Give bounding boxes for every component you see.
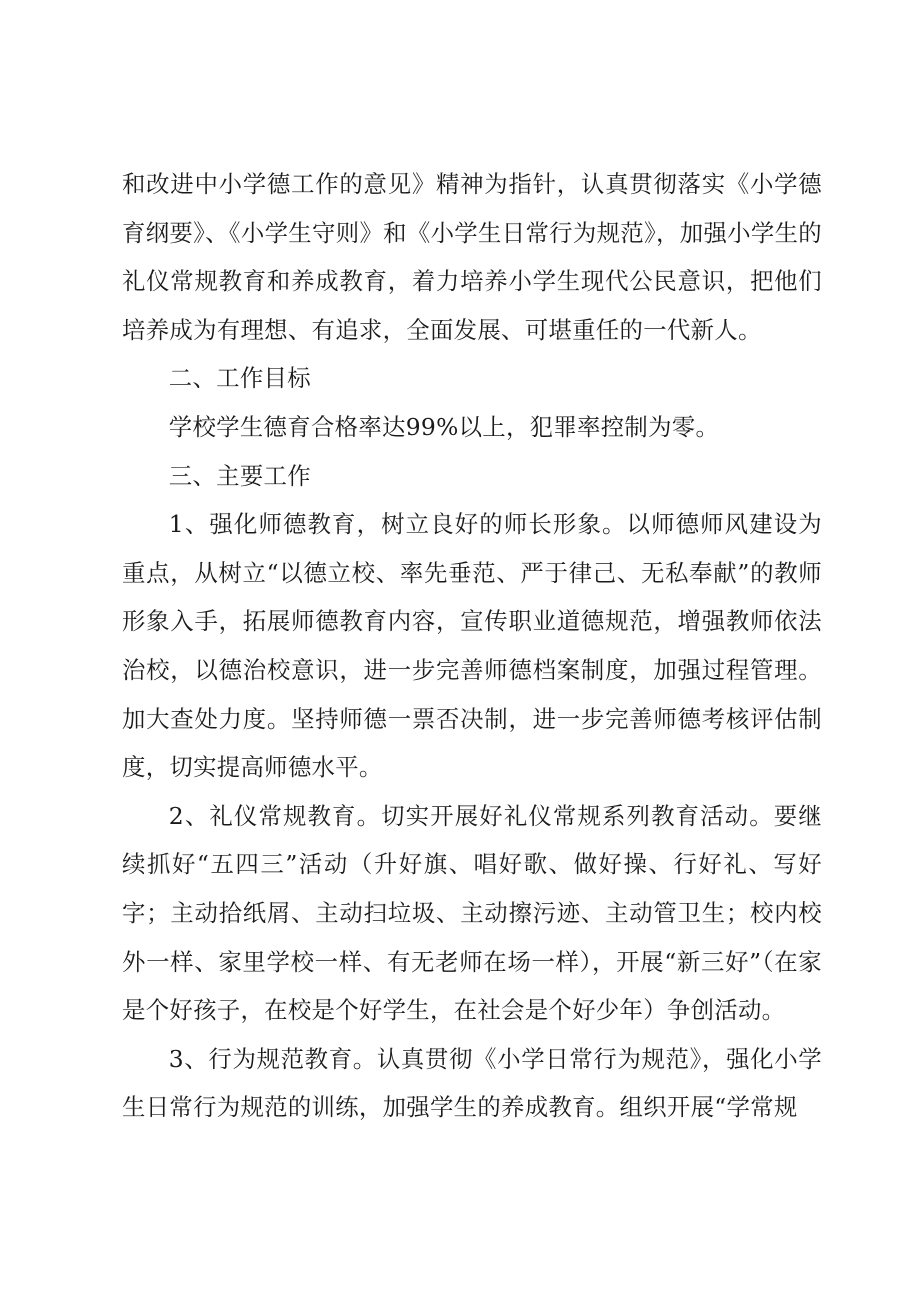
paragraph-etiquette-education: 2、礼仪常规教育。切实开展好礼仪常规系列教育活动。要继续抓好“五四三”活动（升好旗、唱好歌、做好操、行好礼、写好字；主动拾纸屑、主动扫垃圾、主动擦污迹、主动管卫生；校内校外一样、家里学校一样、有无老师在场一样），开展“新三好”（在家是个好孩子，在校是个好学生，在社会是个好少年）争创活动。	[122, 801, 822, 1025]
paragraph-teacher-ethics: 1、强化师德教育，树立良好的师长形象。以师德师风建设为重点，从树立“以德立校、率先垂范、严于律己、无私奉献”的教师形象入手，拓展师德教育内容，宣传职业道德规范，增强教师依法治校，以德治校意识，进一步完善师德档案制度，加强过程管理。加大查处力度。坚持师德一票否决制，进一步完善师德考核评估制度，切实提高师德水平。	[122, 510, 822, 782]
section-heading-main-work: 三、主要工作	[168, 461, 311, 490]
document-body	[122, 160, 822, 1132]
paragraph-intro-continuation: 和改进中小学德工作的意见》精神为指针，认真贯彻落实《小学德育纲要》、《小学生守则》和《小学生日常行为规范》，加强小学生的礼仪常规教育和养成教育，着力培养小学生现代公民意识，把他们培养成为有理想、有追求，全面发展、可堪重任的一代新人。	[122, 170, 822, 344]
section-heading-work-goals: 二、工作目标	[168, 364, 311, 393]
paragraph-work-goals: 学校学生德育合格率达99%以上，犯罪率控制为零。	[168, 412, 720, 441]
paragraph-behavior-norms: 3、行为规范教育。认真贯彻《小学日常行为规范》，强化小学生日常行为规范的训练，加强学生的养成教育。组织开展“学常规	[122, 1044, 822, 1122]
